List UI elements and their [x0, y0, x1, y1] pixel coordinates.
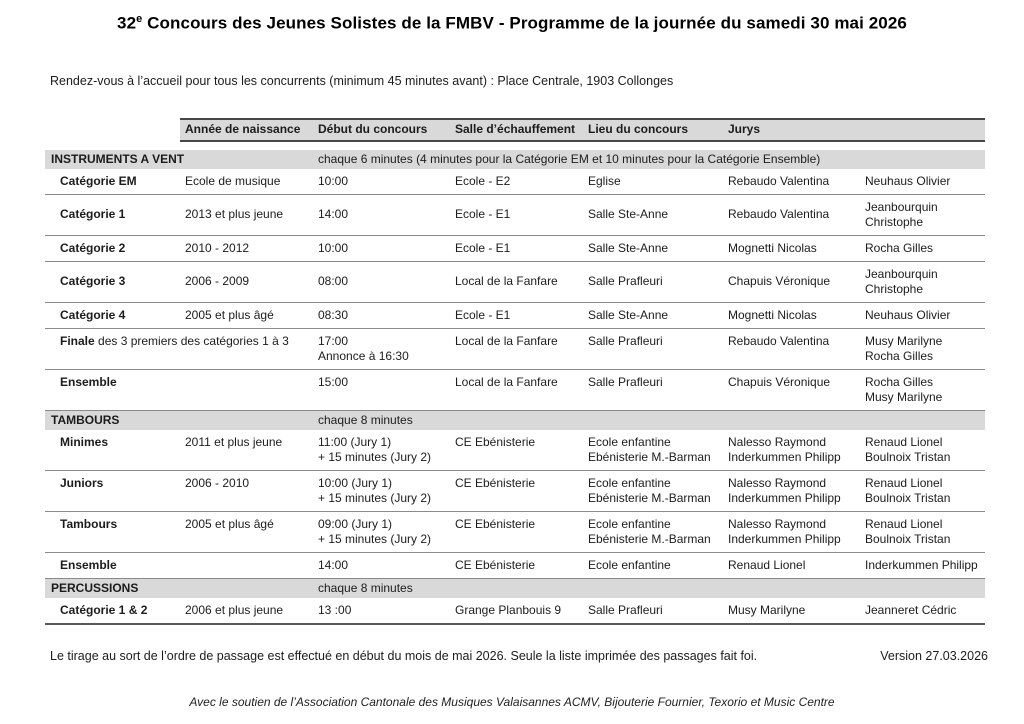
category-name: Ensemble	[60, 374, 117, 389]
venue-cell: Salle Ste-Anne	[583, 302, 723, 328]
spacer-row	[45, 141, 985, 150]
jury-secondary-cell: Jeanbourquin Christophe	[860, 194, 985, 235]
start-time-cell: 10:00 (Jury 1) + 15 minutes (Jury 2)	[313, 470, 450, 511]
start-time-cell: 08:00	[313, 261, 450, 302]
section-row	[45, 578, 985, 598]
jury-primary-cell: Rebaudo Valentina	[723, 169, 860, 195]
category-name: Tambours	[60, 516, 118, 531]
category-name: Catégorie 2	[60, 240, 126, 255]
start-time-cell: 14:00	[313, 552, 450, 578]
section-row	[45, 410, 985, 430]
birth-year-cell: 2006 et plus jeune	[180, 598, 313, 624]
program-row	[45, 430, 985, 471]
warmup-room-cell: CE Ebénisterie	[450, 430, 583, 471]
warmup-room-cell: Local de la Fanfare	[450, 369, 583, 410]
birth-year-cell: Ecole de musique	[180, 169, 313, 195]
jury-secondary-cell: Rocha Gilles	[860, 235, 985, 261]
warmup-room-cell: Local de la Fanfare	[450, 261, 583, 302]
category-cell	[45, 369, 180, 410]
start-time-cell: 14:00	[313, 194, 450, 235]
birth-year-cell	[180, 552, 313, 578]
version-label: Version 27.03.2026	[880, 648, 988, 663]
birth-year-cell: 2013 et plus jeune	[180, 194, 313, 235]
birth-year-cell: 2010 - 2012	[180, 235, 313, 261]
jury-secondary-cell: Jeanneret Cédric	[860, 598, 985, 624]
venue-cell: Ecole enfantine Ebénisterie M.-Barman	[583, 511, 723, 552]
birth-year-cell: 2006 - 2010	[180, 470, 313, 511]
program-row	[45, 235, 985, 261]
jury-secondary-cell: Jeanbourquin Christophe	[860, 261, 985, 302]
start-time-cell: 08:30	[313, 302, 450, 328]
category-cell	[45, 552, 180, 578]
start-time-cell: 10:00	[313, 235, 450, 261]
category-cell	[45, 598, 180, 624]
category-cell	[45, 194, 180, 235]
program-row	[45, 369, 985, 410]
category-cell	[45, 511, 180, 552]
warmup-room-cell: Local de la Fanfare	[450, 328, 583, 369]
section-label: TAMBOURS	[45, 410, 313, 430]
column-header: Jurys	[723, 119, 860, 141]
jury-secondary-cell: Neuhaus Olivier	[860, 169, 985, 195]
program-row	[45, 194, 985, 235]
jury-secondary-cell: Renaud Lionel Boulnoix Tristan	[860, 430, 985, 471]
jury-secondary-cell: Renaud Lionel Boulnoix Tristan	[860, 511, 985, 552]
category-cell	[45, 261, 180, 302]
category-name: Catégorie 4	[60, 307, 126, 322]
start-time-cell: 17:00 Annonce à 16:30	[313, 328, 450, 369]
program-row	[45, 328, 985, 369]
warmup-room-cell: CE Ebénisterie	[450, 511, 583, 552]
footer	[50, 649, 988, 663]
jury-primary-cell: Chapuis Véronique	[723, 369, 860, 410]
category-name: Catégorie 3	[60, 274, 126, 289]
venue-cell: Eglise	[583, 169, 723, 195]
birth-year-cell: 2006 - 2009	[180, 261, 313, 302]
warmup-room-cell: Ecole - E2	[450, 169, 583, 195]
category-name: Catégorie EM	[60, 173, 137, 188]
section-label: INSTRUMENTS A VENT	[45, 150, 313, 169]
jury-secondary-cell: Rocha Gilles Musy Marilyne	[860, 369, 985, 410]
venue-cell: Salle Prafleuri	[583, 261, 723, 302]
venue-cell: Ecole enfantine Ebénisterie M.-Barman	[583, 430, 723, 471]
birth-year-cell: 2011 et plus jeune	[180, 430, 313, 471]
jury-primary-cell: Renaud Lionel	[723, 552, 860, 578]
category-name: Juniors	[60, 475, 104, 490]
jury-primary-cell: Musy Marilyne	[723, 598, 860, 624]
program-row	[45, 598, 985, 624]
jury-primary-cell: Nalesso Raymond Inderkummen Philipp	[723, 430, 860, 471]
draw-note: Le tirage au sort de l’ordre de passage est effectué en début du mois de mai 2026. Seule la liste imprimée des passages fait foi.	[50, 648, 758, 663]
category-name: Ensemble	[60, 557, 117, 572]
warmup-room-cell: CE Ebénisterie	[450, 470, 583, 511]
jury-secondary-cell: Inderkummen Philipp	[860, 552, 985, 578]
jury-primary-cell: Rebaudo Valentina	[723, 328, 860, 369]
jury-secondary-cell: Renaud Lionel Boulnoix Tristan	[860, 470, 985, 511]
program-table	[45, 118, 985, 625]
jury-primary-cell: Rebaudo Valentina	[723, 194, 860, 235]
program-row	[45, 302, 985, 328]
category-cell	[45, 328, 313, 369]
title-text: Concours des Jeunes Solistes de la FMBV - Programme de la journée du samedi 30 mai 2026	[142, 13, 907, 33]
program-row	[45, 470, 985, 511]
venue-cell: Salle Ste-Anne	[583, 194, 723, 235]
jury-secondary-cell: Neuhaus Olivier	[860, 302, 985, 328]
venue-cell: Salle Prafleuri	[583, 328, 723, 369]
column-header: Début du concours	[313, 119, 450, 141]
warmup-room-cell: Ecole - E1	[450, 302, 583, 328]
start-time-cell: 10:00	[313, 169, 450, 195]
category-name: Catégorie 1	[60, 207, 126, 222]
category-cell	[45, 470, 180, 511]
column-header: Lieu du concours	[583, 119, 723, 141]
category-cell	[45, 302, 180, 328]
section-interval-note: chaque 6 minutes (4 minutes pour la Catégorie EM et 10 minutes pour la Catégorie Ensemble)	[313, 150, 985, 169]
program-row	[45, 169, 985, 195]
jury-primary-cell: Mognetti Nicolas	[723, 235, 860, 261]
spacer-cell	[45, 141, 985, 150]
start-time-cell: 09:00 (Jury 1) + 15 minutes (Jury 2)	[313, 511, 450, 552]
venue-cell: Salle Prafleuri	[583, 598, 723, 624]
sponsors-credit-line: Avec le soutien de l’Association Cantonale des Musiques Valaisannes ACMV, Bijouterie Fournier, Texorio et Music Centre	[189, 694, 835, 709]
warmup-room-cell: Ecole - E1	[450, 194, 583, 235]
header-empty-cell	[45, 119, 180, 141]
page-title	[0, 0, 1024, 34]
start-time-cell: 15:00	[313, 369, 450, 410]
warmup-room-cell: CE Ebénisterie	[450, 552, 583, 578]
start-time-cell: 13 :00	[313, 598, 450, 624]
jury-primary-cell: Nalesso Raymond Inderkummen Philipp	[723, 511, 860, 552]
program-table-body	[45, 119, 985, 624]
category-name-suffix: des 3 premiers des catégories 1 à 3	[94, 333, 289, 348]
category-name: Catégorie 1 & 2	[60, 602, 148, 617]
meeting-point-note: Rendez-vous à l’accueil pour tous les concurrents (minimum 45 minutes avant) : Place Centrale, 1903 Collonges	[50, 73, 674, 88]
jury-primary-cell: Chapuis Véronique	[723, 261, 860, 302]
category-cell	[45, 169, 180, 195]
jury-primary-cell: Nalesso Raymond Inderkummen Philipp	[723, 470, 860, 511]
venue-cell: Ecole enfantine Ebénisterie M.-Barman	[583, 470, 723, 511]
table-header-row	[45, 119, 985, 141]
title-number: 32	[117, 13, 137, 33]
section-label: PERCUSSIONS	[45, 578, 313, 598]
title-superscript: e	[136, 13, 143, 25]
warmup-room-cell: Ecole - E1	[450, 235, 583, 261]
program-row	[45, 261, 985, 302]
section-interval-note: chaque 8 minutes	[313, 410, 985, 430]
jury-secondary-cell: Musy Marilyne Rocha Gilles	[860, 328, 985, 369]
warmup-room-cell: Grange Planbouis 9	[450, 598, 583, 624]
category-name: Finale	[60, 333, 95, 348]
venue-cell: Salle Ste-Anne	[583, 235, 723, 261]
venue-cell: Salle Prafleuri	[583, 369, 723, 410]
program-row	[45, 552, 985, 578]
program-row	[45, 511, 985, 552]
column-header: Année de naissance	[180, 119, 313, 141]
column-header: Salle d’échauffement	[450, 119, 583, 141]
birth-year-cell: 2005 et plus âgé	[180, 302, 313, 328]
venue-cell: Ecole enfantine	[583, 552, 723, 578]
birth-year-cell	[180, 369, 313, 410]
birth-year-cell: 2005 et plus âgé	[180, 511, 313, 552]
category-name: Minimes	[60, 434, 109, 449]
start-time-cell: 11:00 (Jury 1) + 15 minutes (Jury 2)	[313, 430, 450, 471]
category-cell	[45, 430, 180, 471]
column-header	[860, 119, 985, 141]
jury-primary-cell: Mognetti Nicolas	[723, 302, 860, 328]
section-interval-note: chaque 8 minutes	[313, 578, 985, 598]
section-row	[45, 150, 985, 169]
category-cell	[45, 235, 180, 261]
